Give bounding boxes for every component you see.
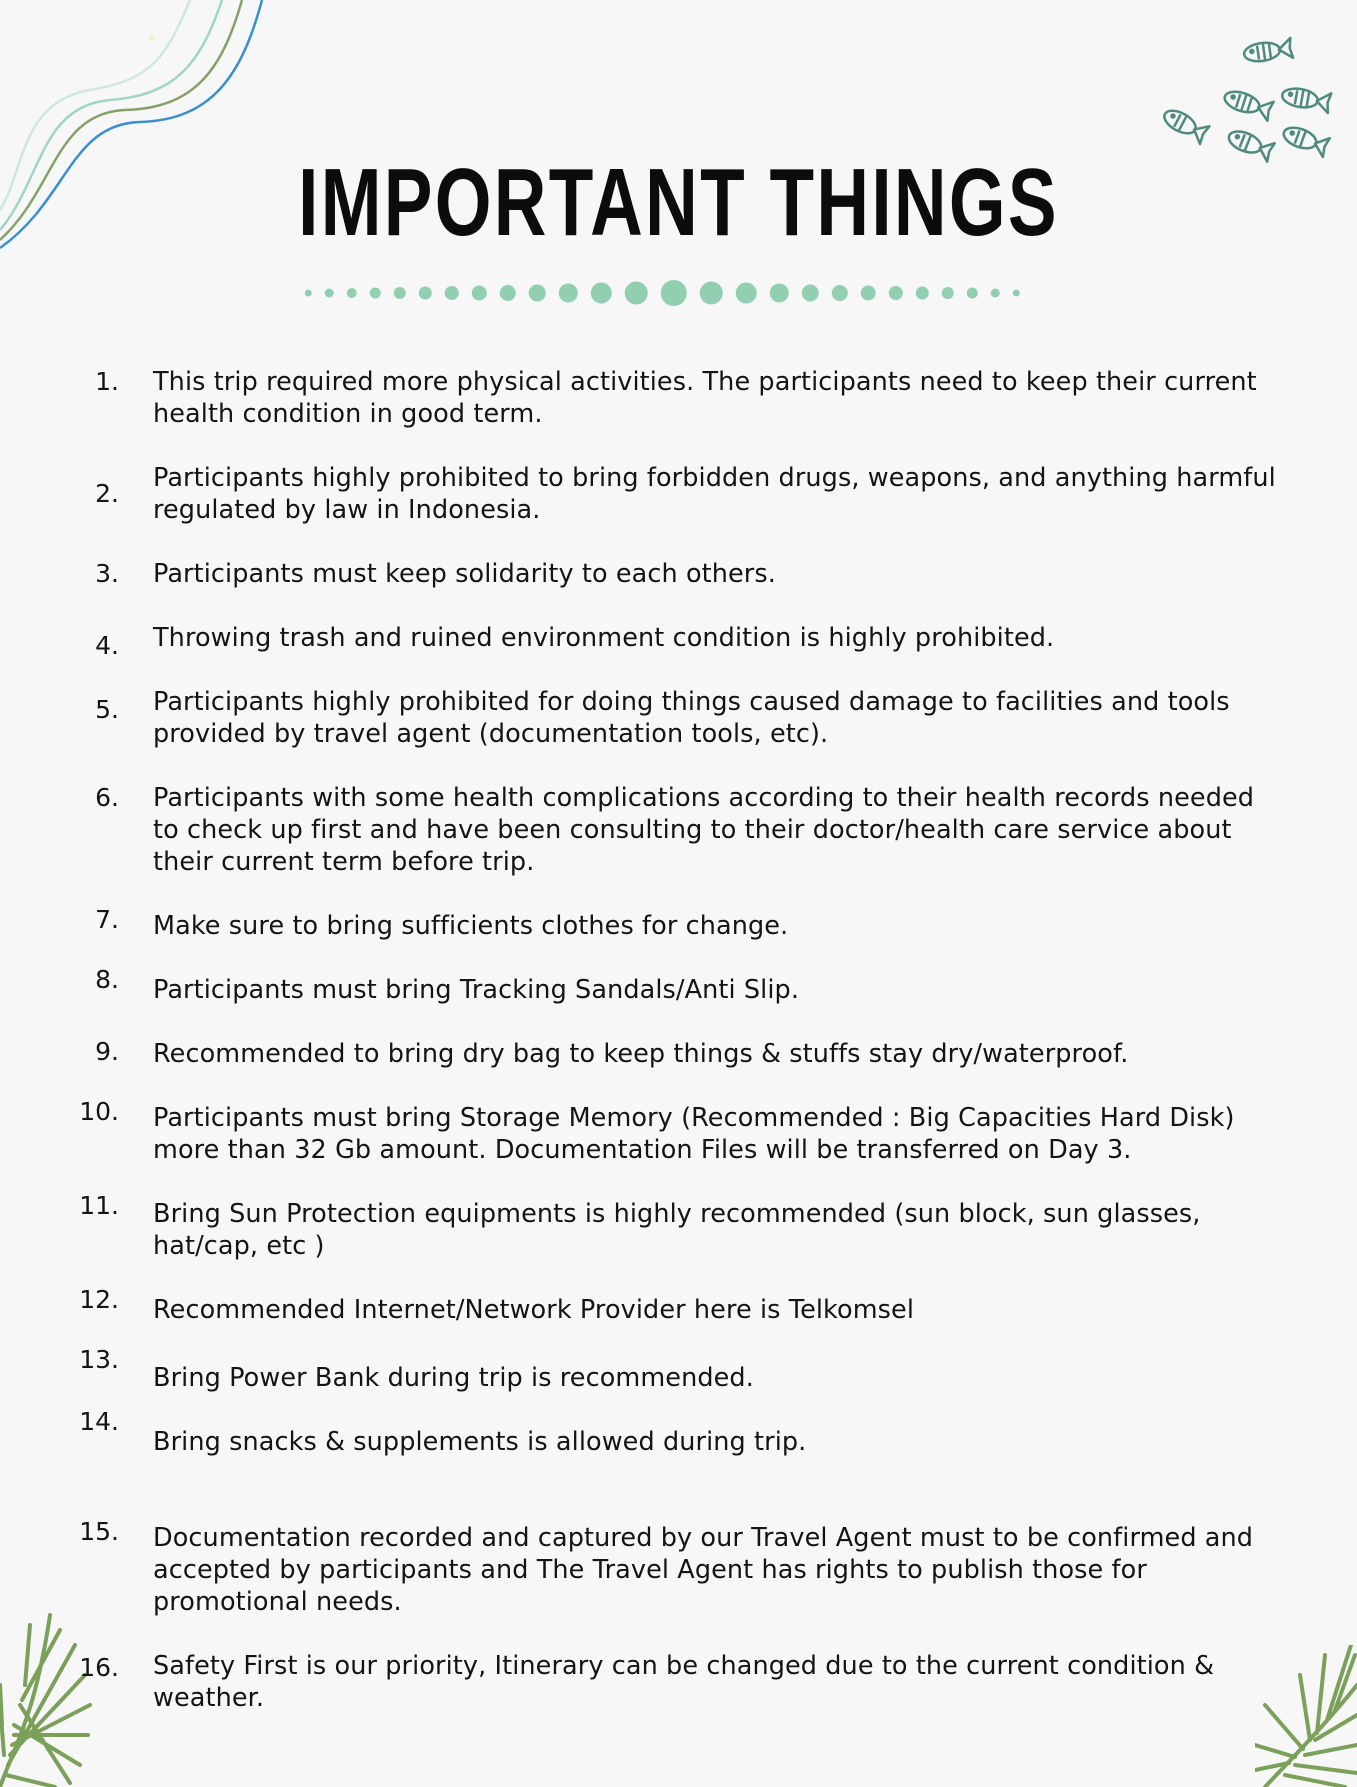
item-text: Make sure to bring sufficients clothes for change.	[153, 911, 789, 941]
item-text: Participants highly prohibited for doing things caused damage to facilities and tools provided by travel agent (documentation tools, etc).	[153, 687, 1230, 749]
item-text: Participants must keep solidarity to each others.	[153, 559, 776, 589]
divider-dot	[736, 283, 757, 304]
item-text: Participants with some health complications according to their health records needed to check up first and have been consulting to their doctor/health care service about their current term before trip.	[153, 783, 1255, 877]
divider-dot	[916, 287, 929, 300]
divider-dot	[991, 289, 1000, 298]
item-text: Bring snacks & supplements is allowed during trip.	[153, 1427, 807, 1457]
divider-dot	[967, 288, 978, 299]
item-number: 4.	[95, 631, 119, 660]
item-number: 15.	[79, 1517, 119, 1546]
divider-dot	[370, 288, 381, 299]
item-number: 12.	[79, 1285, 119, 1314]
divider-dot	[591, 283, 612, 304]
divider-dot	[529, 285, 546, 302]
item-text: Safety First is our priority, Itinerary can be changed due to the current condition & weather.	[153, 1651, 1215, 1713]
divider-dot	[394, 287, 406, 299]
item-text: Bring Power Bank during trip is recommended.	[153, 1363, 754, 1393]
item-text: This trip required more physical activities. The participants need to keep their current health condition in good term.	[153, 367, 1257, 429]
dot-divider-icon	[225, 278, 1095, 308]
item-number: 10.	[79, 1097, 119, 1126]
item-number: 3.	[95, 559, 119, 588]
divider-dot	[661, 280, 687, 306]
item-number: 7.	[95, 905, 119, 934]
divider-dot	[559, 284, 578, 303]
divider-dot	[419, 287, 432, 300]
divider-dot	[325, 289, 334, 298]
divider-dot	[832, 285, 848, 301]
item-number: 5.	[95, 695, 119, 724]
item-number: 13.	[79, 1345, 119, 1374]
divider-dot	[500, 285, 516, 301]
item-number: 2.	[95, 479, 119, 508]
divider-dot	[445, 286, 459, 300]
item-number: 11.	[79, 1191, 119, 1220]
item-number: 14.	[79, 1407, 119, 1436]
page-title: IMPORTANT THINGS	[298, 149, 1059, 256]
divider-dot	[889, 286, 903, 300]
divider-dot	[472, 286, 487, 301]
item-text: Participants must bring Storage Memory (Recommended : Big Capacities Hard Disk) more than 32 Gb amount. Documentation Files will be transferred on Day 3.	[153, 1103, 1235, 1165]
item-number: 9.	[95, 1037, 119, 1066]
item-text: Participants highly prohibited to bring forbidden drugs, weapons, and anything harmful regulated by law in Indonesia.	[153, 463, 1276, 525]
divider-dot	[942, 287, 954, 299]
item-text: Recommended to bring dry bag to keep things & stuffs stay dry/waterproof.	[153, 1039, 1129, 1069]
divider-dot	[802, 285, 819, 302]
divider-dot	[861, 286, 876, 301]
item-text: Bring Sun Protection equipments is highly recommended (sun block, sun glasses, hat/cap, etc )	[153, 1199, 1201, 1261]
item-text: Documentation recorded and captured by our Travel Agent must to be confirmed and accepted by participants and The Travel Agent has rights to publish those for promotional needs.	[153, 1523, 1254, 1617]
divider-dot	[1013, 290, 1020, 297]
item-number: 8.	[95, 965, 119, 994]
item-text: Recommended Internet/Network Provider here is Telkomsel	[153, 1295, 915, 1325]
divider-dot	[770, 284, 789, 303]
palm-leaf-icon	[0, 1605, 95, 1787]
item-text: Participants must bring Tracking Sandals/Anti Slip.	[153, 975, 800, 1005]
item-text: Throwing trash and ruined environment condition is highly prohibited.	[153, 623, 1055, 653]
divider-dot	[305, 290, 312, 297]
divider-dot	[625, 282, 648, 305]
divider-dot	[347, 288, 357, 298]
item-number: 16.	[79, 1653, 119, 1682]
divider-dot	[700, 282, 723, 305]
item-number: 6.	[95, 783, 119, 812]
fish-group-icon	[1150, 30, 1340, 170]
item-number: 1.	[95, 367, 119, 396]
